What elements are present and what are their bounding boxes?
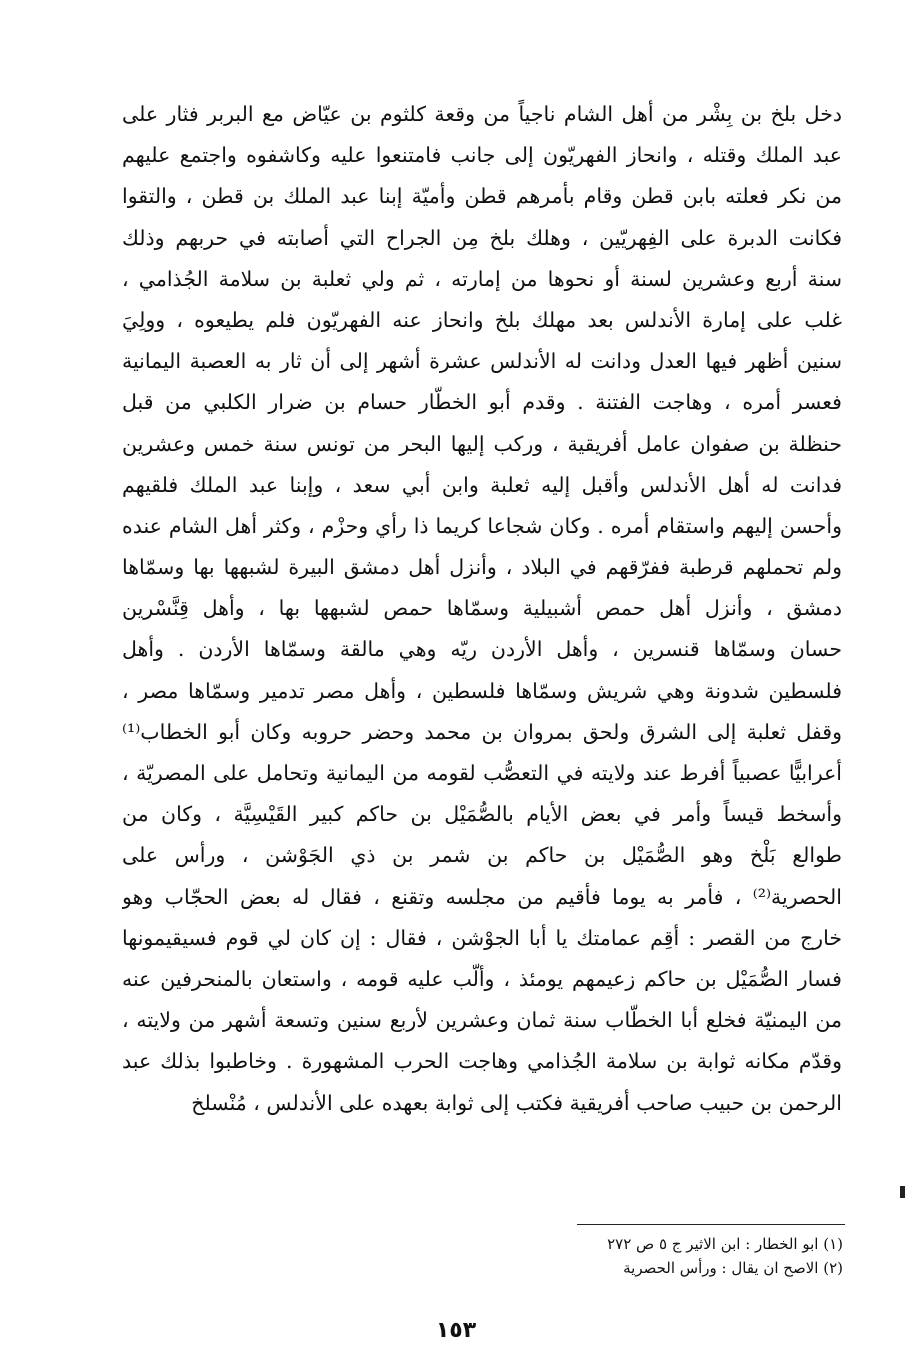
text-line: خارج من القصر : أقِم عمامتك يا أبا الجوْشن ، فقال : إن كان لي قوم فسيقيمونها: [122, 925, 842, 950]
footnote-divider: [577, 1224, 845, 1225]
text-line: أعرابيًّا عصبياً أفرط عند ولايته في التعصُّب لقومه من اليمانية وتحامل على المصريّة ،: [122, 761, 842, 785]
text-line: وأحسن إليهم واستقام أمره . وكان شجاعا كريما ذا رأي وحزْم ، وكثر أهل الشام عنده: [122, 513, 842, 538]
text-line: عبد الملك وقتله ، وانحاز الفهريّون إلى جانب فامتنعوا عليه وكاشفوه واجتمع عليهم: [122, 143, 842, 168]
text-line: دخل بلخ بن بِشْر من أهل الشام ناجياً من وقعة كلثوم بن عيّاض مع البربر فثار على: [122, 102, 842, 126]
text-line: سنة أربع وعشرين لسنة أو نحوها من إمارته ، ثم ولي ثعلبة بن سلامة الجُذامي ،: [122, 266, 842, 291]
text-line: غلب على إمارة الأندلس بعد مهلك بلخ وانحاز عنه الفهريّون فلم يطيعوه ، وولِيَ: [122, 307, 842, 332]
text-line: وقدّم مكانه ثوابة بن سلامة الجُذامي وهاجت الحرب المشهورة . وخاطبوا بذلك عبد: [122, 1049, 842, 1074]
text-line: الحصرية⁽²⁾ ، فأمر به يوما فأقيم من مجلسه وتقنع ، فقال له بعض الحجّاب وهو: [122, 884, 842, 909]
text-line: سنين أظهر فيها العدل ودانت له الأندلس عشرة أشهر إلى أن ثار به العصبة اليمانية: [122, 349, 842, 374]
text-line: دمشق ، وأنزل أهل حمص أشبيلية وسمّاها حمص لشبهها بها ، وأهل قِنَّسْرين: [122, 596, 842, 621]
main-text-block: [122, 94, 842, 1124]
text-line: وقفل ثعلبة إلى الشرق ولحق بمروان بن محمد وحضر حروبه وكان أبو الخطاب⁽¹⁾: [122, 719, 842, 744]
footnotes: [480, 1232, 843, 1280]
text-line: الرحمن بن حبيب صاحب أفريقية فكتب إلى ثوابة بعهده على الأندلس ، مُنْسلخ: [191, 1090, 842, 1115]
text-line: طوالع بَلْخ وهو الصُّمَيْل بن حاكم بن شمر بن ذي الجَوْشن ، ورأس على: [122, 843, 842, 868]
text-line: فعسر أمره ، وهاجت الفتنة . وقدم أبو الخطّار حسام بن ضرار الكلبي من قبل: [122, 390, 842, 415]
text-line: حسان وسمّاها قنسرين ، وأهل الأردن ريّه وهي مالقة وسمّاها الأردن . وأهل: [122, 637, 842, 662]
text-line: حنظلة بن صفوان عامل أفريقية ، وركب إليها البحر من تونس سنة خمس وعشرين: [122, 431, 842, 456]
page-number: ١٥٣: [435, 1318, 477, 1343]
footnote-2: (٢) الاصح ان يقال : ورأس الحصرية: [623, 1259, 843, 1277]
text-line: فدانت له أهل الأندلس وأقبل إليه ثعلبة وابن أبي سعد ، وإبنا عبد الملك فلقيهم: [122, 472, 842, 497]
text-line: فلسطين شدونة وهي شريش وسمّاها فلسطين ، وأهل مصر تدمير وسمّاها مصر ،: [122, 678, 842, 703]
text-line: من اليمنيّة فخلع أبا الخطّاب سنة ثمان وعشرين لأربع سنين وتسعة أشهر من ولايته ،: [122, 1008, 842, 1033]
footnote-1: (١) ابو الخطار : ابن الاثير ج ٥ ص ٢٧٢: [607, 1235, 843, 1253]
text-line: من نكر فعلته بابن قطن وقام بأمرهم قطن وأميّة إبنا عبد الملك بن قطن ، والتقوا: [122, 184, 842, 209]
text-line: ولم تحملهم قرطبة ففرّقهم في البلاد ، وأنزل أهل دمشق البيرة لشبهها بها وسمّاها: [122, 555, 842, 580]
text-line: فسار الصُّمَيْل بن حاكم زعيمهم يومئذ ، وألّب عليه قومه ، واستعان بالمنحرفين عنه: [122, 966, 842, 991]
margin-mark: [900, 1186, 905, 1198]
text-line: وأسخط قيساً وأمر في بعض الأيام بالصُّمَيْل بن حاكم كبير القَيْسِيَّة ، وكان من: [122, 802, 842, 827]
text-line: فكانت الدبرة على الفِهريّين ، وهلك بلخ مِن الجراح التي أصابته في حربهم وذلك: [122, 225, 842, 250]
